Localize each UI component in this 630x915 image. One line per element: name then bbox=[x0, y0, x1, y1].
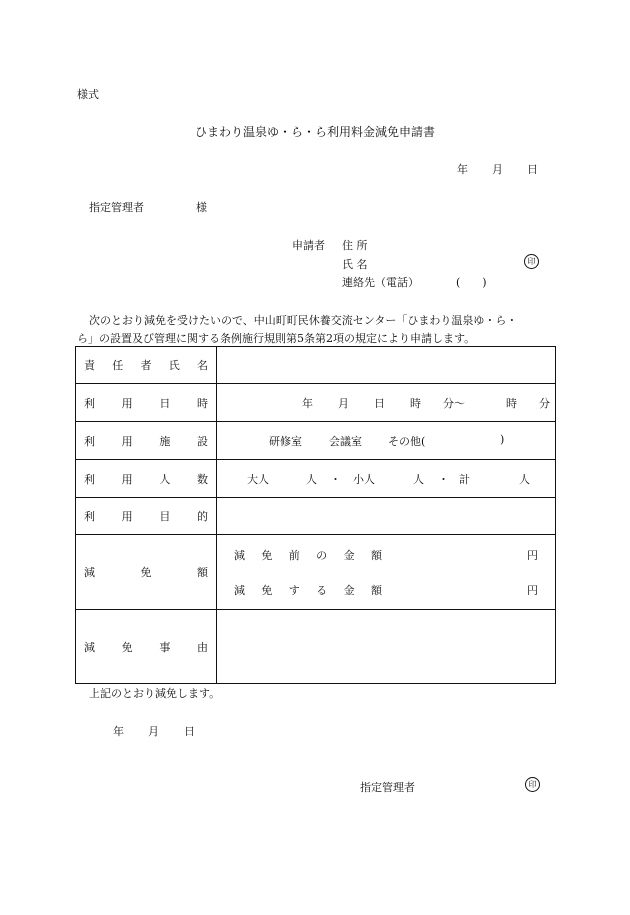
field-reduction-amount[interactable]: 減 免 前 の 金 額 円 減 免 す る 金 額 円 bbox=[217, 535, 556, 610]
field-reduction-reason[interactable] bbox=[217, 610, 556, 684]
option-training-room: 研修室 bbox=[269, 435, 302, 448]
label-responsible-person: 責 任 者 氏 名 bbox=[76, 347, 217, 384]
label-facility: 利 用 施 設 bbox=[76, 422, 217, 460]
field-facility[interactable]: 研修室 会議室 その他( ) bbox=[217, 422, 556, 460]
footer-date-day: 日 bbox=[184, 725, 195, 738]
application-table bbox=[75, 346, 556, 684]
form-label: 様式 bbox=[77, 88, 99, 101]
table-row-responsible-person bbox=[76, 347, 556, 384]
field-responsible-person[interactable] bbox=[217, 347, 556, 384]
footer-date-year: 年 bbox=[113, 725, 124, 738]
approval-statement: 上記のとおり減免します。 bbox=[89, 687, 221, 700]
amount-reduce-label: 減 免 す る 金 額 bbox=[234, 584, 382, 597]
amount-before-label: 減 免 前 の 金 額 bbox=[234, 549, 382, 562]
date-month: 月 bbox=[492, 163, 503, 176]
option-other: その他( bbox=[388, 435, 426, 448]
table-row-facility bbox=[76, 422, 556, 460]
label-reduction-reason: 減 免 事 由 bbox=[76, 610, 217, 684]
field-purpose[interactable] bbox=[217, 498, 556, 535]
applicant-name-label: 氏 名 bbox=[342, 258, 368, 271]
applicant-label: 申請者 bbox=[292, 239, 325, 252]
label-purpose: 利 用 目 的 bbox=[76, 498, 217, 535]
addressee-honorific: 様 bbox=[196, 201, 207, 214]
option-meeting-room: 会議室 bbox=[329, 435, 362, 448]
footer-manager: 指定管理者 bbox=[360, 781, 415, 794]
applicant-address-label: 住 所 bbox=[342, 239, 368, 252]
footer-seal-icon: 印 bbox=[525, 777, 540, 792]
intro-line-1: 次のとおり減免を受けたいので、中山町町民休養交流センター「ひまわり温泉ゆ・ら・ bbox=[89, 314, 518, 327]
label-headcount: 利 用 人 数 bbox=[76, 460, 217, 498]
applicant-contact-paren: ( ) bbox=[456, 276, 487, 289]
label-reduction-amount: 減 免 額 bbox=[76, 535, 217, 610]
page-title: ひまわり温泉ゆ・ら・ら利用料金減免申請書 bbox=[194, 125, 435, 139]
table-row-reduction-reason bbox=[76, 610, 556, 684]
applicant-contact-label: 連絡先（電話） bbox=[342, 276, 419, 289]
label-usage-datetime: 利 用 日 時 bbox=[76, 384, 217, 422]
intro-line-2: ら」の設置及び管理に関する条例施行規則第5条第2項の規定により申請します。 bbox=[77, 332, 476, 345]
table-row-usage-datetime bbox=[76, 384, 556, 422]
date-day: 日 bbox=[527, 163, 538, 176]
table-row-reduction-amount bbox=[76, 535, 556, 610]
addressee-role: 指定管理者 bbox=[89, 201, 144, 214]
date-year: 年 bbox=[457, 163, 468, 176]
table-row-headcount bbox=[76, 460, 556, 498]
footer-date-month: 月 bbox=[148, 725, 159, 738]
table-row-purpose bbox=[76, 498, 556, 535]
field-headcount[interactable]: 大人 人 ・ 小人 人 ・ 計 人 bbox=[217, 460, 556, 498]
seal-icon: 印 bbox=[524, 254, 539, 269]
field-usage-datetime[interactable]: 年 月 日 時 分〜 時 分 bbox=[217, 384, 556, 422]
